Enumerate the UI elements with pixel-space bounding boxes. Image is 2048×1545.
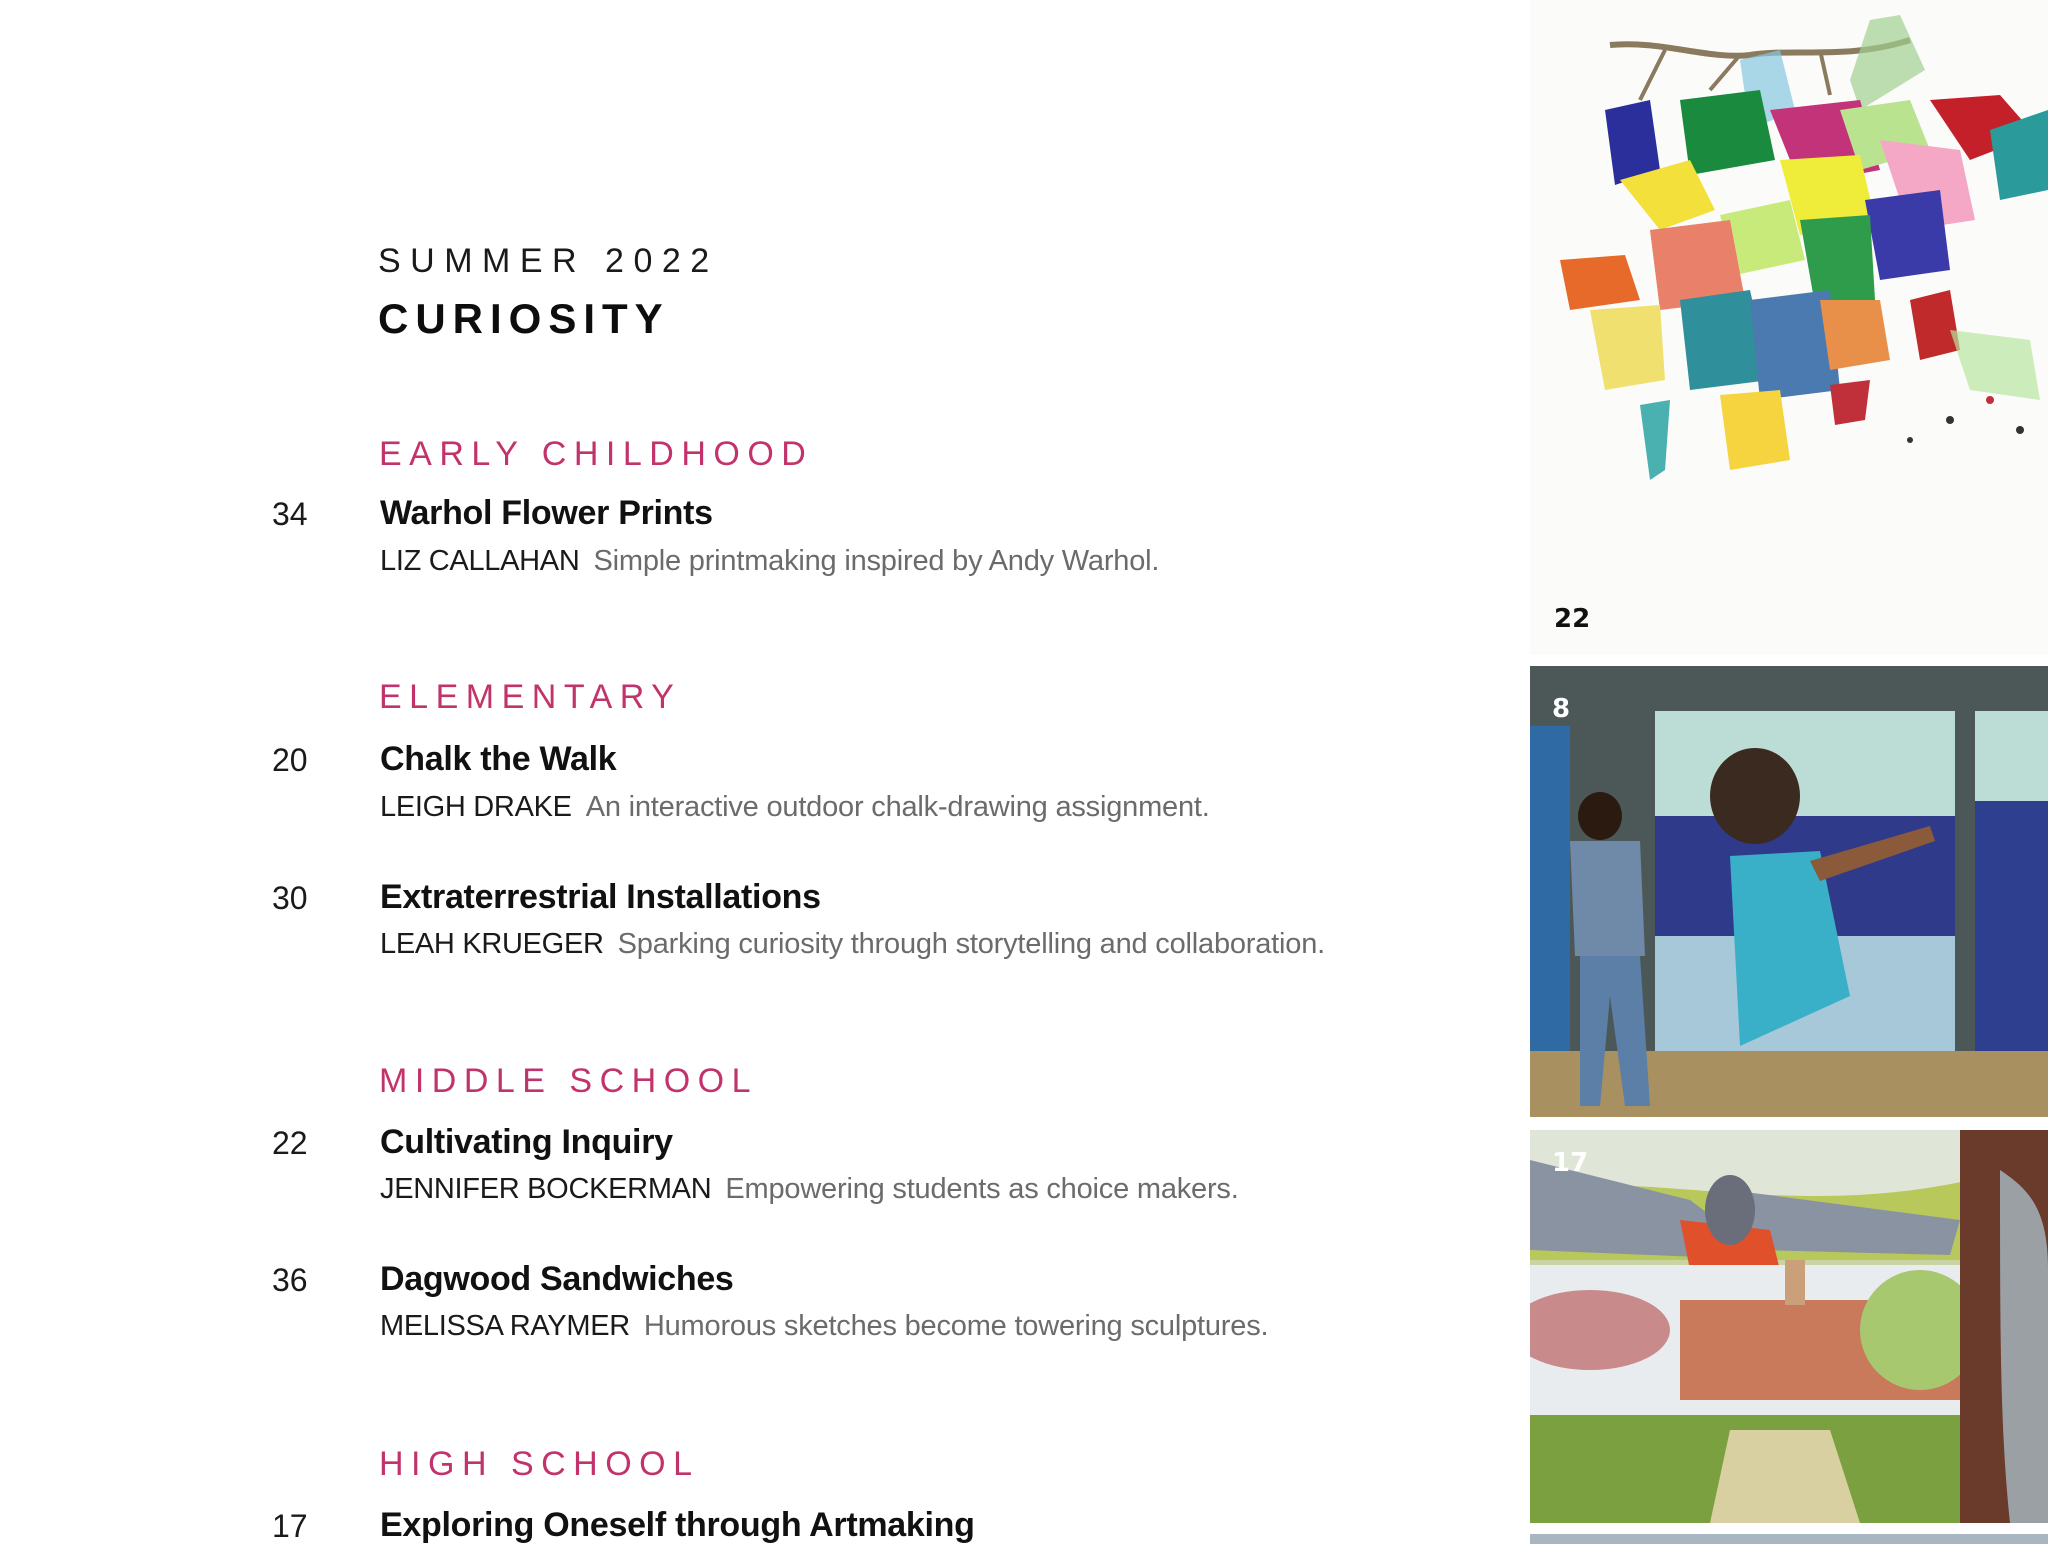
mural-illustration <box>1530 666 2048 1117</box>
article-page-number: 20 <box>272 742 308 778</box>
image-page-label: 22 <box>1554 604 1591 634</box>
article-title[interactable]: Dagwood Sandwiches <box>380 1260 734 1298</box>
article-author: MELISSA RAYMER <box>380 1310 630 1342</box>
article-title[interactable]: Chalk the Walk <box>380 740 617 778</box>
section-heading-early-childhood: EARLY CHILDHOOD <box>379 435 814 473</box>
article-title[interactable]: Extraterrestrial Installations <box>380 878 821 916</box>
article-byline <box>380 791 1210 824</box>
image-page-label: 8 <box>1552 694 1571 724</box>
article-description: Sparking curiosity through storytelling and collaboration. <box>617 928 1325 960</box>
article-author: LEAH KRUEGER <box>380 928 604 960</box>
article-page-number: 36 <box>272 1262 308 1298</box>
article-description: Simple printmaking inspired by Andy Warhol. <box>593 545 1160 577</box>
article-byline <box>380 1310 1268 1343</box>
article-description: Empowering students as choice makers. <box>725 1173 1239 1205</box>
article-page-number: 17 <box>272 1508 308 1544</box>
article-author: JENNIFER BOCKERMAN <box>380 1173 712 1205</box>
article-author: LEIGH DRAKE <box>380 791 572 823</box>
article-title[interactable]: Cultivating Inquiry <box>380 1123 673 1161</box>
article-byline <box>380 1173 1239 1206</box>
section-heading-high-school: HIGH SCHOOL <box>379 1445 700 1483</box>
section-heading-elementary: ELEMENTARY <box>379 678 682 716</box>
article-page-number: 22 <box>272 1125 308 1161</box>
section-heading-middle-school: MIDDLE SCHOOL <box>379 1062 758 1100</box>
article-page-number: 34 <box>272 496 308 532</box>
article-byline <box>380 928 1325 961</box>
article-author: LIZ CALLAHAN <box>380 545 580 577</box>
nature-illustration <box>1530 1130 2048 1523</box>
partial-image-strip <box>1530 1534 2048 1544</box>
nature-illustration-image <box>1530 1130 2048 1523</box>
article-description: Humorous sketches become towering sculptures. <box>643 1310 1269 1342</box>
article-title[interactable]: Warhol Flower Prints <box>380 494 713 532</box>
article-page-number: 30 <box>272 880 308 916</box>
article-byline <box>380 545 1159 578</box>
article-description: An interactive outdoor chalk-drawing assignment. <box>585 791 1210 823</box>
issue-label: SUMMER 2022 <box>378 242 719 280</box>
collage-artwork-image <box>1530 0 2048 655</box>
mural-photo-image <box>1530 666 2048 1117</box>
issue-theme-title: CURIOSITY <box>378 295 670 342</box>
collage-illustration <box>1530 0 2048 655</box>
article-title[interactable]: Exploring Oneself through Artmaking <box>380 1506 975 1544</box>
image-page-label: 17 <box>1552 1148 1589 1178</box>
